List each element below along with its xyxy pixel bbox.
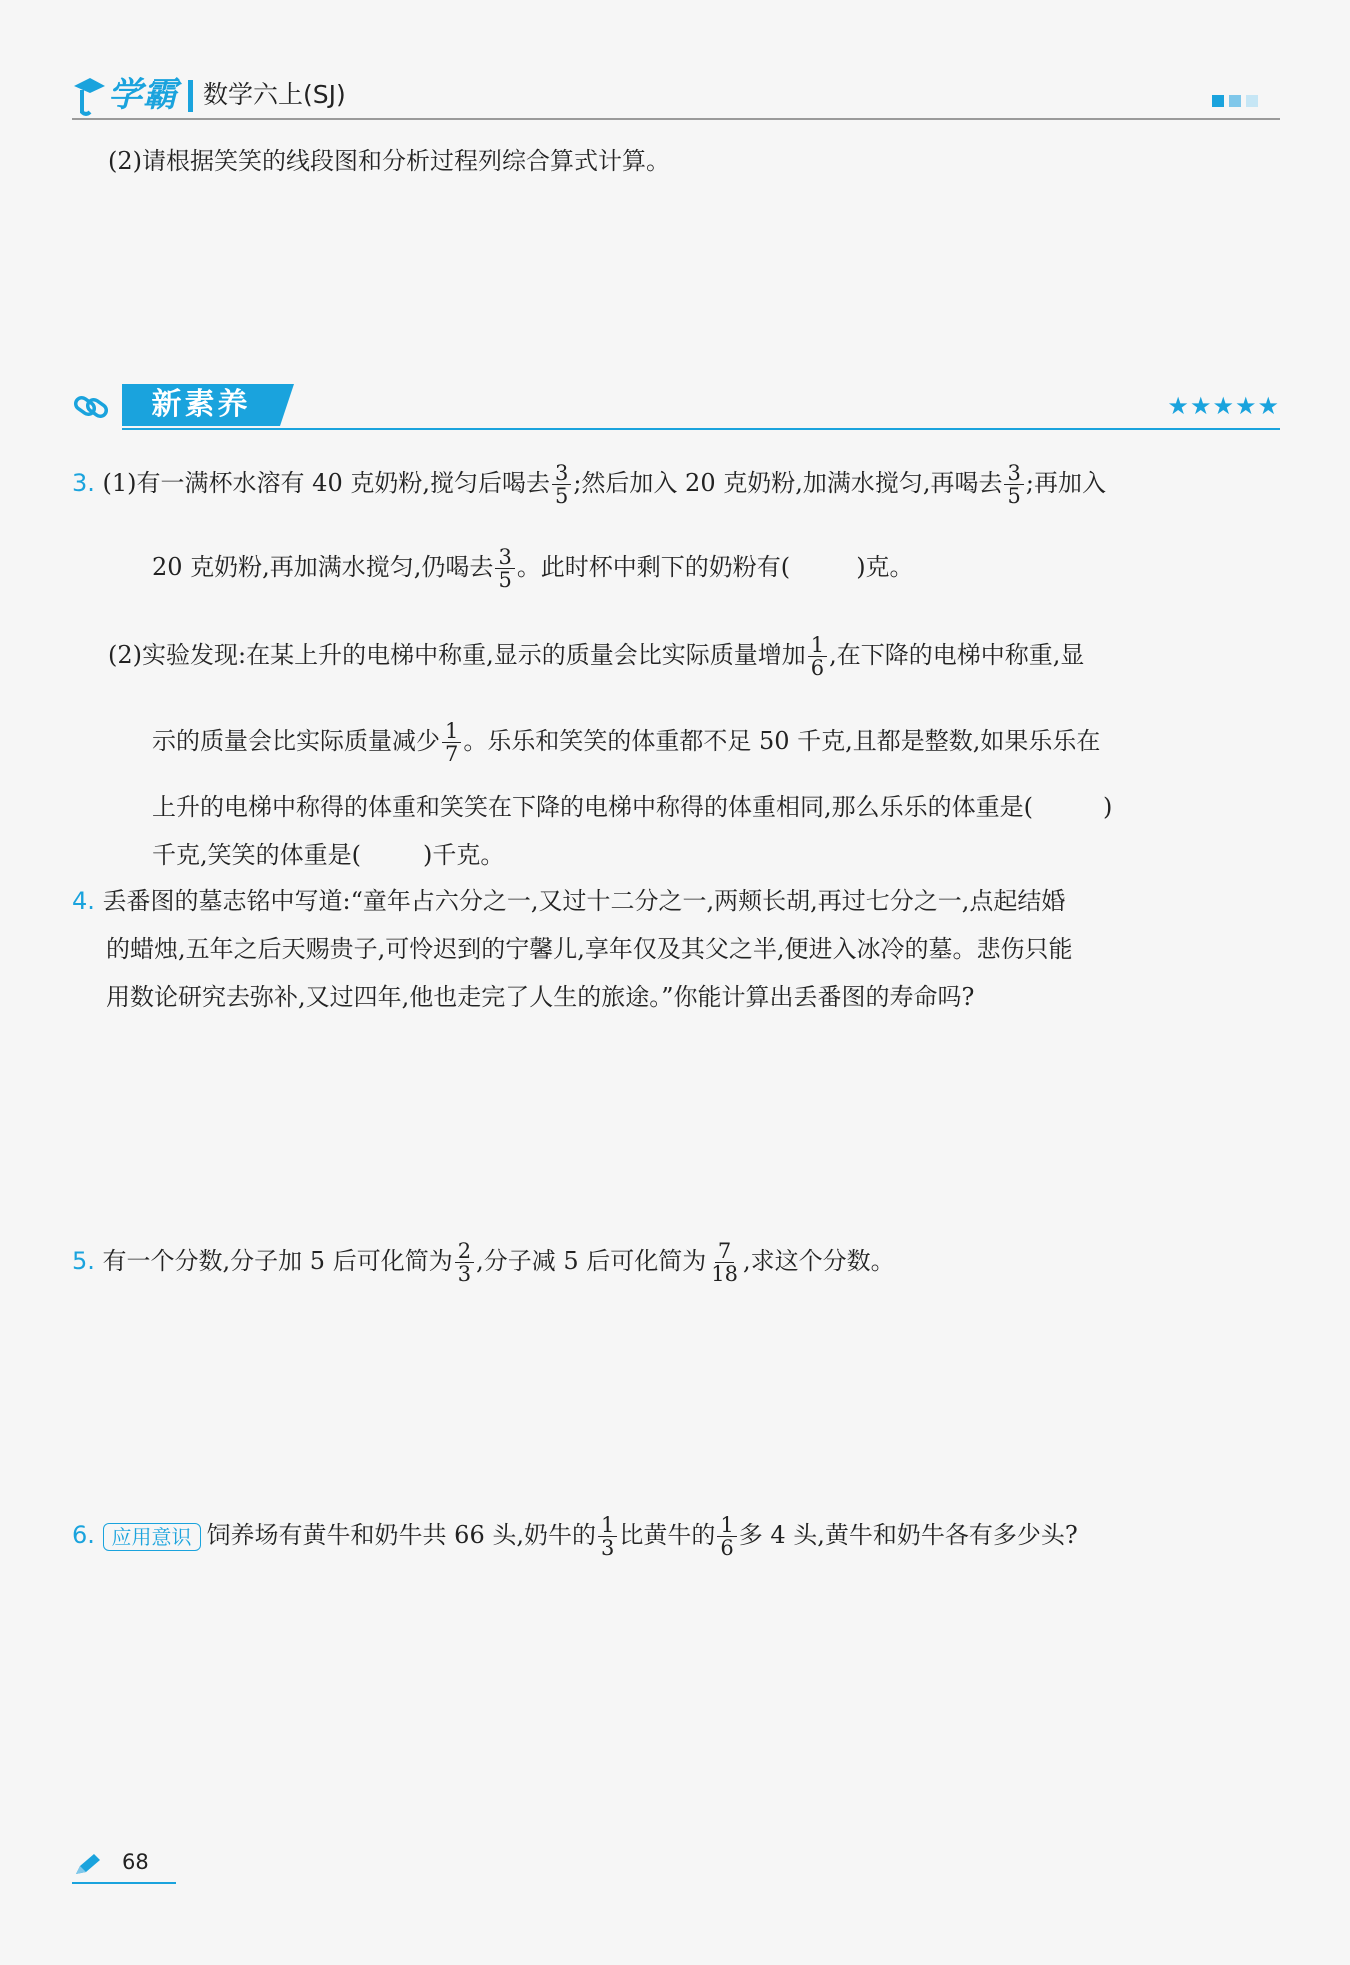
- fraction: [717, 1514, 736, 1559]
- fraction-numerator: 1: [598, 1514, 617, 1537]
- question-3-part-2-line-2: [152, 720, 1100, 765]
- link-icon: [72, 390, 110, 424]
- page-footer: [72, 1848, 182, 1888]
- question-text: (2)实验发现:在某上升的电梯中称重,显示的质量会比实际质量增加: [108, 641, 806, 669]
- question-text: 丢番图的墓志铭中写道:“童年占六分之一,又过十二分之一,两颊长胡,再过七分之一,点起结婚: [102, 887, 1066, 915]
- question-text: 千克,笑笑的体重是(: [152, 841, 361, 869]
- fraction: [495, 546, 514, 591]
- question-6: [72, 1514, 1078, 1559]
- question-text: ;然后加入 20 克奶粉,加满水搅匀,再喝去: [573, 469, 1003, 497]
- question-4-line-2: 的蜡烛,五年之后天赐贵子,可怜迟到的宁馨儿,享年仅及其父之半,便进入冰冷的墓。悲伤只能: [106, 935, 1073, 963]
- logo-text: 学霸: [108, 75, 178, 115]
- question-3-line-1: [72, 462, 1106, 507]
- header-square: [1212, 95, 1224, 107]
- question-text: 。此时杯中剩下的奶粉有(: [516, 553, 791, 581]
- logo-divider: [188, 80, 193, 112]
- fraction-denominator: 5: [1007, 484, 1021, 508]
- fraction: [455, 1240, 474, 1285]
- question-text: 多 4 头,黄牛和奶牛各有多少头?: [738, 1521, 1078, 1549]
- fraction: [1004, 462, 1023, 507]
- page-number: 68: [122, 1850, 149, 1874]
- fraction-denominator: 6: [810, 656, 825, 680]
- question-number: 5.: [72, 1247, 95, 1275]
- section-rule: [122, 428, 1280, 430]
- fraction-numerator: 1: [442, 720, 461, 743]
- question-text: 上升的电梯中称得的体重和笑笑在下降的电梯中称得的体重相同,那么乐乐的体重是(: [152, 793, 1033, 821]
- question-text: ): [1103, 793, 1113, 821]
- pencil-icon: [72, 1852, 102, 1878]
- question-text: (1)有一满杯水溶有 40 克奶粉,搅匀后喝去: [102, 469, 550, 497]
- fraction-numerator: 2: [455, 1240, 474, 1263]
- question-4-line-1: [72, 884, 1065, 918]
- book-title: 数学六上(SJ): [203, 80, 346, 109]
- fraction-numerator: 1: [717, 1514, 736, 1537]
- fraction: [598, 1514, 617, 1559]
- question-text: 20 克奶粉,再加满水搅匀,仍喝去: [152, 553, 494, 581]
- fraction-denominator: 5: [498, 568, 512, 592]
- question-text: 示的质量会比实际质量减少: [152, 727, 440, 755]
- question-5: [72, 1240, 895, 1285]
- question-text: ,在下降的电梯中称重,显: [829, 641, 1085, 669]
- question-number: 4.: [72, 887, 95, 915]
- fraction: [808, 634, 827, 679]
- difficulty-stars: ★★★★★: [1167, 392, 1280, 420]
- section-banner: [72, 384, 1280, 430]
- question-number: 6.: [72, 1521, 95, 1549]
- question-2-part-2: (2)请根据笑笑的线段图和分析过程列综合算式计算。: [108, 147, 670, 175]
- brand-logo: [72, 62, 346, 118]
- fraction-numerator: 1: [808, 634, 827, 657]
- question-3-part-2-line-4: [152, 838, 504, 872]
- fraction-denominator: 3: [600, 1536, 615, 1560]
- fraction-numerator: 7: [715, 1240, 734, 1263]
- question-text: ;再加入: [1025, 469, 1106, 497]
- skill-tag: 应用意识: [103, 1523, 201, 1551]
- fraction: [442, 720, 461, 765]
- question-3-line-2: [152, 546, 914, 591]
- question-3-part-2-line-3: [152, 790, 1112, 824]
- question-text: 比黄牛的: [619, 1521, 716, 1549]
- question-text: )千克。: [423, 841, 505, 869]
- page-header: [72, 62, 1280, 122]
- question-number: 3.: [72, 469, 95, 497]
- header-square: [1229, 95, 1241, 107]
- fraction-denominator: 18: [711, 1262, 738, 1286]
- fraction: [708, 1240, 741, 1285]
- question-text: )克。: [856, 553, 914, 581]
- question-4-line-3: 用数论研究去弥补,又过四年,他也走完了人生的旅途。”你能计算出丢番图的寿命吗?: [106, 983, 975, 1011]
- fraction-denominator: 6: [720, 1536, 734, 1560]
- header-square: [1246, 95, 1258, 107]
- fraction-numerator: 3: [495, 546, 514, 569]
- fraction-denominator: 3: [457, 1262, 472, 1286]
- section-title: 新素养: [122, 384, 280, 426]
- header-rule: [72, 118, 1280, 120]
- fraction-denominator: 7: [445, 742, 459, 766]
- question-text: 有一个分数,分子加 5 后可化简为: [102, 1247, 453, 1275]
- question-text: ,分子减 5 后可化简为: [476, 1247, 707, 1275]
- question-text: 饲养场有黄牛和奶牛共 66 头,奶牛的: [206, 1521, 596, 1549]
- fraction-numerator: 3: [1004, 462, 1023, 485]
- question-text: 。乐乐和笑笑的体重都不足 50 千克,且都是整数,如果乐乐在: [463, 727, 1101, 755]
- fraction-numerator: 3: [552, 462, 571, 485]
- header-decoration: [1212, 95, 1258, 107]
- fraction: [552, 462, 571, 507]
- graduation-cap-icon: [72, 72, 106, 118]
- question-3-part-2-line-1: [108, 634, 1084, 679]
- fraction-denominator: 5: [554, 484, 569, 508]
- question-text: ,求这个分数。: [742, 1247, 895, 1275]
- footer-rule: [72, 1882, 176, 1884]
